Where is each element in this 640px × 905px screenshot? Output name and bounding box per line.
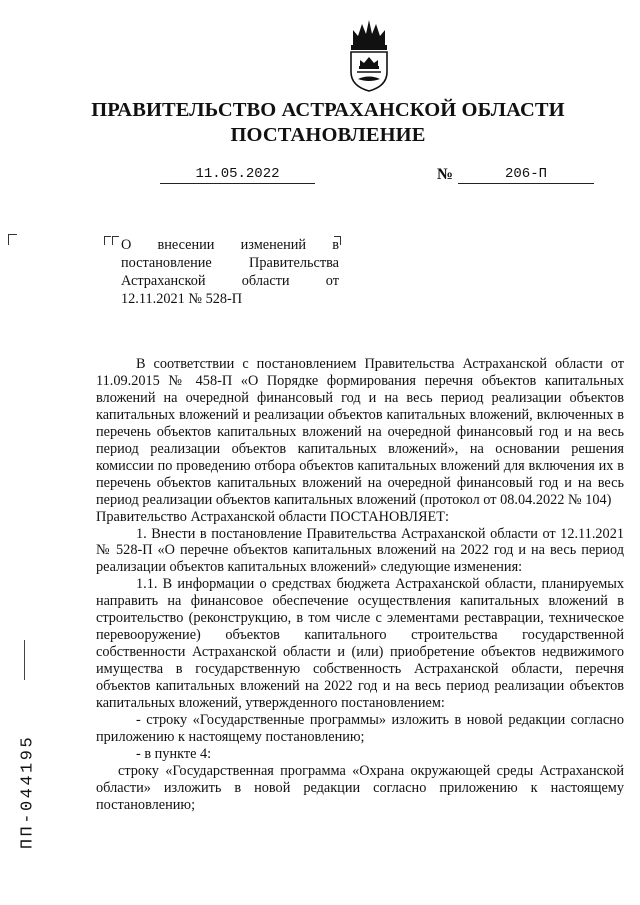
subject-corner-mark	[104, 236, 111, 245]
document-subject: О внесении изменений в постановление Правительства Астраханской области от 12.11.2021 № 528-П	[121, 237, 339, 307]
body-paragraph: 1. Внести в постановление Правительства Астраханской области от 12.11.2021 № 528-П «О перечне объектов капитальных вложений на 2022 год и на весь период реализации объектов капитальных вложений» следующие изменения:	[96, 525, 624, 576]
subject-corner-mark	[112, 236, 119, 245]
number-sign: №	[437, 166, 454, 183]
body-paragraph: Правительство Астраханской области ПОСТАНОВЛЯЕТ:	[96, 508, 449, 525]
date-underline	[160, 183, 315, 184]
body-paragraph: 1.1. В информации о средствах бюджета Астраханской области, планируемых направить на финансовое обеспечение осуществления капитальных вложений в строительство (реконструкцию, в том числе с элементами реставрации, техническое перевооружение) объектов капитального строительства государственной собственности Астраханской области и (или) приобретение объектов недвижимого имущества в государственную собственность Астраханской области, перечня объектов капитальных вложений на 2022 год и на весь период реализации объектов капитальных вложений, утвержденного постановлением:	[96, 576, 624, 712]
margin-line	[24, 640, 25, 680]
number-underline	[458, 183, 594, 184]
body-paragraph: - в пункте 4:	[136, 745, 212, 762]
organization-title: ПРАВИТЕЛЬСТВО АСТРАХАНСКОЙ ОБЛАСТИ	[91, 99, 565, 121]
registration-stamp	[18, 722, 38, 862]
astrakhan-coat-of-arms-icon	[345, 16, 393, 92]
body-paragraph: В соответствии с постановлением Правительства Астраханской области от 11.09.2015 № 458-П «О Порядке формирования перечня объектов капитальных вложений на очередной финансовый год и на весь период реализации объектов капитальных вложений и реализации объектов капитальных вложений, включенных в перечень объектов капитальных вложений на очередной финансовый год и на весь период реализации объектов капитальных вложений», на основании решения комиссии по проведению отбора объектов капитальных вложений для включения их в перечень объектов капитальных вложений на очередной финансовый год и на весь период реализации объектов капитальных вложений (протокол от 08.04.2022 № 104)	[96, 356, 624, 508]
left-margin-corner-mark	[8, 234, 17, 245]
document-type-title: ПОСТАНОВЛЕНИЕ	[230, 124, 426, 146]
registration-code: ПП-044195	[18, 734, 38, 850]
document-body	[96, 356, 624, 814]
body-paragraph: строку «Государственная программа «Охрана окружающей среды Астраханской области» изложить в новой редакции согласно приложению к настоящему постановлению;	[96, 762, 624, 813]
document-number: 206-П	[504, 166, 547, 182]
document-date: 11.05.2022	[195, 166, 280, 182]
body-paragraph: - строку «Государственные программы» изложить в новой редакции согласно приложению к настоящему постановлению;	[96, 712, 624, 745]
